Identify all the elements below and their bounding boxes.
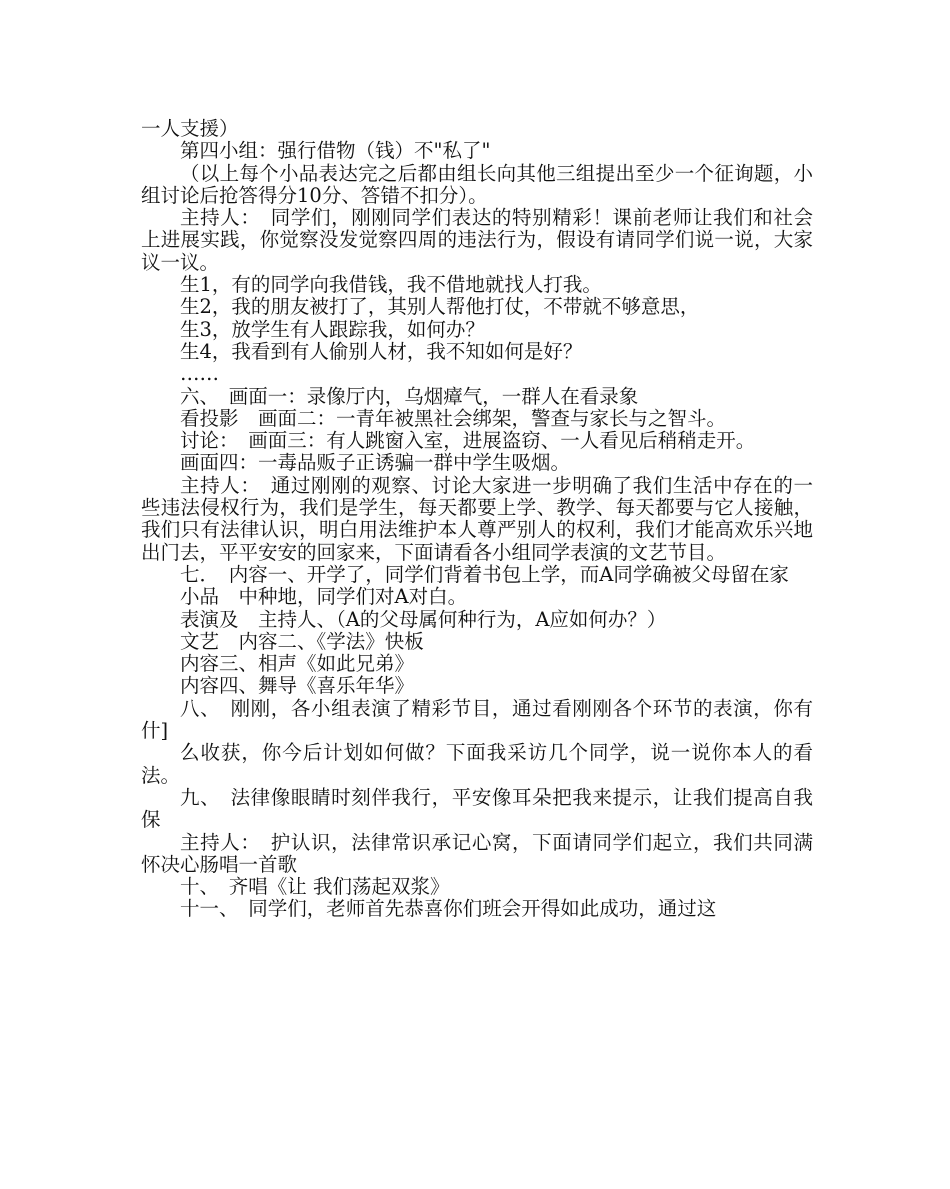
paragraph: 主持人： 同学们，刚刚同学们表达的特别精彩！课前老师让我们和社会上进展实践，你觉察没发觉察四周的违法行为，假设有请同学们说一说，大家议一议。 xyxy=(141,206,813,274)
paragraph: 生3，放学生有人跟踪我，如何办？ xyxy=(180,317,485,341)
paragraph: 画面四：一毒品贩子正诱骗一群中学生吸烟。 xyxy=(180,451,571,475)
paragraph: 生4，我看到有人偷别人材，我不知如何是好？ xyxy=(180,339,583,363)
paragraph: 讨论： 画面三：有人跳窗入室，进展盗窃、一人看见后稍稍走开。 xyxy=(180,429,756,453)
paragraph: 一人支援） xyxy=(141,117,239,140)
paragraph: 主持人： 通过刚刚的观察、讨论大家进一步明确了我们生活中存在的一些违法侵权行为，我们是学生，每天都要上学、教学、每天都要与它人接触，我们只有法律认识，明白用法维护本人尊严别人的权利，我们才能高欢乐兴地出门去，平平安安的回家来，下面请看各小组同学表演的文艺节目。 xyxy=(141,473,813,564)
paragraph: 第四小组：强行借物（钱）不"私了" xyxy=(180,139,491,163)
paragraph: 六、 画面一：录像厅内，乌烟瘴气，一群人在看录象 xyxy=(180,384,639,408)
paragraph: 八、 刚刚，各小组表演了精彩节目，通过看刚刚各个环节的表演，你有什] xyxy=(141,696,813,743)
paragraph: 么收获，你今后计划如何做？下面我采访几个同学，说一说你本人的看法。 xyxy=(141,741,813,787)
paragraph: 看投影 画面二：一青年被黑社会绑架，警查与家长与之智斗。 xyxy=(180,406,727,430)
paragraph: 主持人： 护认识，法律常识承记心窝，下面请同学们起立，我们共同满怀决心肠唱一首歌 xyxy=(141,830,813,876)
paragraph: 生1，有的同学向我借钱，我不借地就找人打我。 xyxy=(180,273,602,297)
paragraph: 内容三、相声《如此兄弟》 xyxy=(180,652,415,676)
paragraph: 十一、 同学们，老师首先恭喜你们班会开得如此成功，通过这 xyxy=(180,897,717,921)
document-page xyxy=(141,118,813,921)
paragraph: 九、 法律像眼睛时刻伴我行，平安像耳朵把我来提示，让我们提高自我保 xyxy=(141,785,813,832)
paragraph: …… xyxy=(180,362,219,386)
paragraph: 小品 中种地，同学们对A对白。 xyxy=(180,585,468,609)
paragraph: 七． 内容一、开学了，同学们背着书包上学，而A同学确被父母留在家 xyxy=(180,562,789,586)
paragraph: 文艺 内容二、《学法》快板 xyxy=(180,629,424,653)
paragraph: 十、 齐唱《让 我们荡起双浆》 xyxy=(180,875,450,899)
paragraph: 内容四、舞导《喜乐年华》 xyxy=(180,674,415,698)
paragraph: 表演及 主持人、（A的父母属何种行为，A应如何办？） xyxy=(180,607,667,631)
paragraph: （以上每个小品表达完之后都由组长向其他三组提出至少一个征询题，小组讨论后抢答得分10分、答错不扣分）。 xyxy=(141,161,813,207)
paragraph: 生2，我的朋友被打了，其别人帮他打仗，不带就不够意思， xyxy=(180,295,700,319)
